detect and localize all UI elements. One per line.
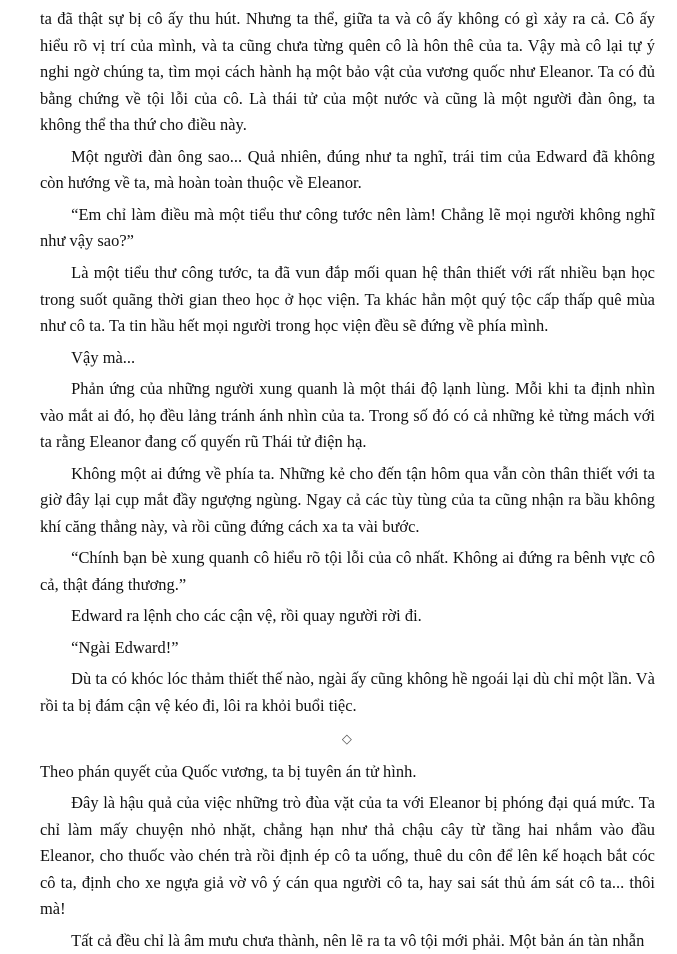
paragraph: Vậy mà...	[71, 347, 136, 367]
paragraph: Tất cả đều chỉ là âm mưu chưa thành, nên lẽ ra ta vô tội mới phải. Một bản án tàn nhẫn	[71, 930, 645, 950]
paragraph: “Ngài Edward!”	[71, 637, 179, 657]
paragraph: Một người đàn ông sao... Quả nhiên, đúng như ta nghĩ, trái tim của Edward đã không còn hướng về ta, mà hoàn toàn thuộc về Eleanor.	[40, 146, 655, 193]
paragraph: Phản ứng của những người xung quanh là một thái độ lạnh lùng. Mỗi khi ta định nhìn vào mắt ai đó, họ đều lảng tránh ánh nhìn của ta. Trong số đó có cả những kẻ từng mách với ta rằng Eleanor đang cố quyến rũ Thái tử điện hạ.	[40, 379, 655, 452]
paragraph: “Em chỉ làm điều mà một tiểu thư công tước nên làm! Chẳng lẽ mọi người không nghĩ như vậy sao?”	[40, 204, 655, 251]
paragraph: “Chính bạn bè xung quanh cô hiểu rõ tội lỗi của cô nhất. Không ai đứng ra bênh vực cô cả, thật đáng thương.”	[40, 548, 655, 594]
paragraph: Dù ta có khóc lóc thảm thiết thế nào, ngài ấy cũng không hề ngoái lại dù chỉ một lần. Và rồi ta bị đám cận vệ kéo đi, lôi ra khỏi buổi tiệc.	[40, 669, 655, 715]
section-divider: ◇	[341, 730, 354, 746]
paragraph: ta đã thật sự bị cô ấy thu hút. Nhưng ta thể, giữa ta và cô ấy không có gì xảy ra cả. Cô ấy hiểu rõ vị trí của mình, và ta cũng chưa từng quên cô là hôn thê của ta. Vậy mà cô lại tự ý nghi ngờ chúng ta, tìm mọi cách hành hạ một bảo vật của vương quốc như Eleanor. Ta có đủ bằng chứng về tội lỗi của cô. Là thái tử của một nước và cũng là một người đàn ông, ta không thể tha thứ cho điều này.	[40, 9, 655, 135]
paragraph: Edward ra lệnh cho các cận vệ, rồi quay người rời đi.	[71, 606, 422, 626]
paragraph: Đây là hậu quả của việc những trò đùa vặt của ta với Eleanor bị phóng đại quá mức. Ta chỉ làm mấy chuyện nhỏ nhặt, chẳng hạn như thả chậu cây từ tầng hai nhắm vào đầu Eleanor, cho thuốc vào chén trà rồi định ép cô ta uống, thuê du côn để lên kế hoạch bắt cóc cô ta, định cho xe ngựa giả vờ vô ý cán qua người cô ta, hay sai sát thủ ám sát cô ta... thôi mà!	[40, 793, 655, 919]
paragraph: Không một ai đứng về phía ta. Những kẻ cho đến tận hôm qua vẫn còn thân thiết với ta giờ đây lại cụp mắt đầy ngượng ngùng. Ngay cả các tùy tùng của ta cũng nhận ra bầu không khí căng thẳng này, và rồi cũng đứng cách xa ta vài bước.	[40, 463, 655, 536]
paragraph: Là một tiểu thư công tước, ta đã vun đắp mối quan hệ thân thiết với rất nhiều bạn học trong suốt quãng thời gian theo học ở học viện. Ta khác hẳn một quý tộc cấp thấp quê mùa như cô ta. Ta tin hầu hết mọi người trong học viện đều sẽ đứng về phía mình.	[40, 262, 655, 336]
paragraph: Theo phán quyết của Quốc vương, ta bị tuyên án tử hình.	[40, 761, 417, 781]
